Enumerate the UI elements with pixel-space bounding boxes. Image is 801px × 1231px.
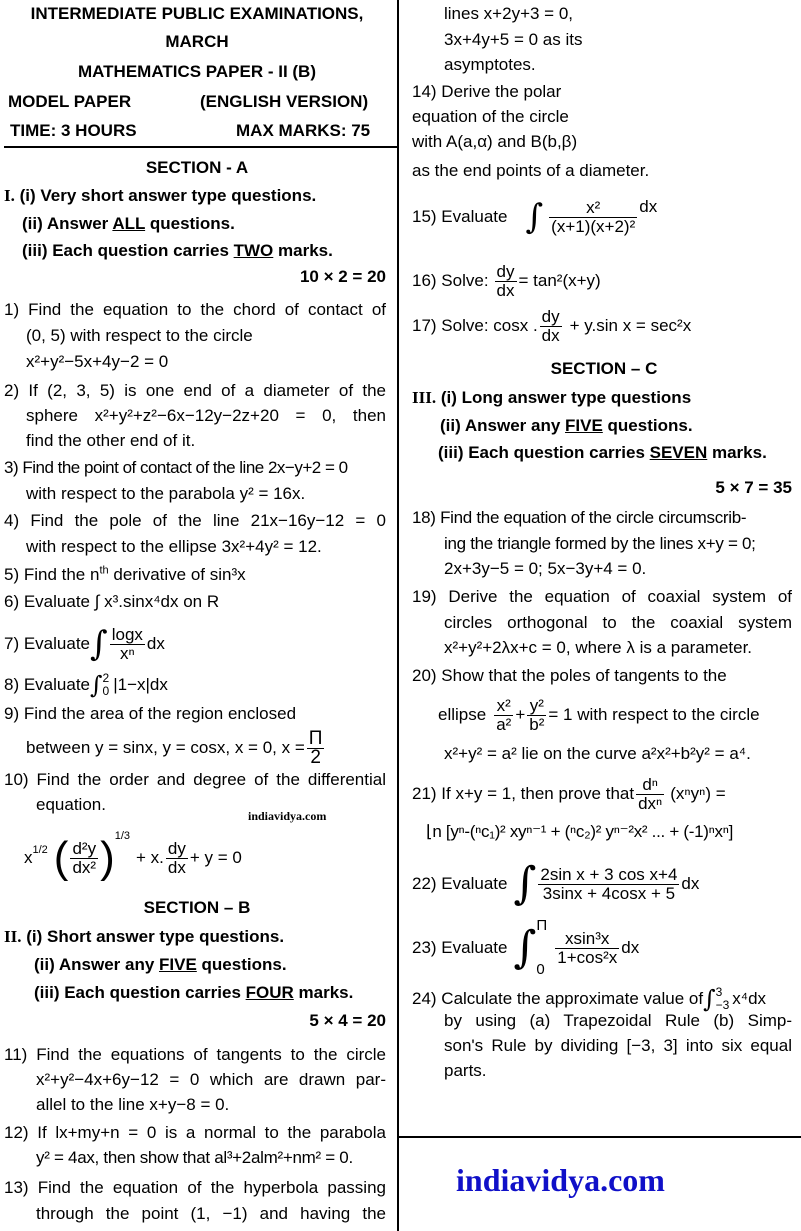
section-b-instruction-1: II. (i) Short answer type questions. [4, 927, 285, 946]
section-b-marks: 5 × 4 = 20 [309, 1011, 386, 1030]
question-19-line-1: 19) Derive the equation of coaxial system of [412, 587, 792, 606]
question-24-line-3: son's Rule by dividing [−3, 3] into six equal [444, 1036, 792, 1055]
paper-title: MATHEMATICS PAPER - II (B) [78, 62, 316, 81]
question-1-line-3: x²+y²−5x+4y−2 = 0 [26, 352, 169, 371]
exam-month: MARCH [165, 32, 229, 51]
question-10-equation: x $^{1/2}$ ( $\frac{\text{d²y}}{\text{dx²}}$ ) $^{1/3}$ + x. $\frac{dy}{dx}$ + y = 0 [24, 830, 242, 882]
question-12-line-2: y² = 4ax, then show that al³+2alm²+nm² = 0. [36, 1148, 353, 1167]
question-14-line-3: with A(a,α) and B(b,β) [412, 132, 578, 151]
question-20-line-1: 20) Show that the poles of tangents to the [412, 666, 727, 685]
section-a-title: SECTION - A [145, 158, 249, 177]
question-24-line-2: by using (a) Trapezoidal Rule (b) Simp- [444, 1011, 792, 1030]
watermark-small: indiavidya.com [248, 809, 327, 823]
question-24-line-1: 24) Calculate the approximate value of ∫ 3 −3 x⁴dx [412, 985, 767, 1013]
question-2-line-1: 2) If (2, 3, 5) is one end of a diameter of the [4, 381, 386, 400]
question-13-line-5: asymptotes. [444, 55, 536, 74]
section-b-instruction-2: (ii) Answer any FIVE questions. [34, 955, 287, 974]
version-label: (ENGLISH VERSION) [200, 92, 369, 111]
question-11-line-3: allel to the line x+y−8 = 0. [36, 1095, 230, 1114]
question-4-line-2: with respect to the ellipse 3x²+4y² = 12. [26, 537, 322, 556]
watermark-large: indiavidya.com [456, 1162, 665, 1198]
question-10-line-1: 10) Find the order and degree of the differential [4, 770, 386, 789]
question-11-line-2: x²+y²−4x+6y−12 = 0 which are drawn par- [36, 1070, 386, 1089]
question-8: 8) Evaluate ∫ 2 0 |1−x|dx [4, 671, 168, 699]
question-5: 5) Find the $n^{th}$ derivative of sin³x [4, 564, 246, 584]
fraction: $\frac{\log x}{\text{xⁿ}}$ [111, 624, 143, 663]
section-a-marks: 10 × 2 = 20 [299, 267, 386, 286]
question-24-line-4: parts. [444, 1061, 487, 1080]
question-19-line-3: x²+y²+2λx+c = 0, where λ is a parameter. [444, 638, 753, 657]
question-12-line-1: 12) If lx+my+n = 0 is a normal to the parabola [4, 1123, 386, 1142]
question-21-line-1: 21) If x+y = 1, then prove that $\frac{\text{dⁿ}}{\text{dxⁿ}}$ (xⁿyⁿ) = [412, 774, 726, 813]
question-20-line-2: ellipse $\frac{\text{x²}}{\text{a²}}$ + $\frac{\text{y²}}{\text{b²}}$ = 1 with respect to the circle [438, 695, 760, 734]
question-19-line-2: circles orthogonal to the coaxial system [444, 613, 792, 632]
question-15: 15) Evaluate ∫ $\frac{\text{x²}}{\text{(x+1)(x+2)²}}$ dx [412, 197, 658, 237]
footer-rule [397, 1136, 801, 1138]
question-14-line-1: 14) Derive the polar [412, 82, 562, 101]
question-1-line-2: (0, 5) with respect to the circle [26, 326, 253, 345]
exam-title: INTERMEDIATE PUBLIC EXAMINATIONS, [30, 4, 364, 23]
question-7: 7) Evaluate ∫ $\frac{\log x}{\text{xⁿ}}$ dx [4, 624, 165, 664]
question-10-line-2: equation. [36, 795, 106, 814]
section-c-instruction-3: (iii) Each question carries SEVEN marks. [438, 443, 767, 462]
section-c-title: SECTION – C [550, 359, 658, 378]
section-b-instruction-3: (iii) Each question carries FOUR marks. [34, 983, 354, 1002]
time-label: TIME: 3 HOURS [10, 121, 137, 140]
question-20-line-3: x²+y² = a² lie on the curve a²x²+b²y² = a⁴. [444, 744, 751, 763]
question-3-line-1: 3) Find the point of contact of the line 2x−y+2 = 0 [4, 458, 348, 477]
max-marks-label: MAX MARKS: 75 [236, 121, 371, 140]
question-14-line-2: equation of the circle [412, 107, 569, 126]
section-c-instruction-1: III. (i) Long answer type questions [412, 388, 692, 407]
question-22: 22) Evaluate ∫ $\frac{\text{2sin x + 3 cos x+4}}{3\sin x + 4\cos x + 5}$ dx [412, 858, 700, 909]
question-18-line-3: 2x+3y−5 = 0; 5x−3y+4 = 0. [444, 559, 647, 578]
question-9-line-2: between y = sinx, y = cosx, x = 0, x = $\frac{\Pi}{2}$ [26, 727, 323, 768]
model-paper-label: MODEL PAPER [8, 92, 132, 111]
section-a-instruction-2: (ii) Answer ALL questions. [22, 214, 235, 233]
question-6: 6) Evaluate ∫ x³.sinx⁴dx on R [4, 592, 220, 611]
question-11-line-1: 11) Find the equations of tangents to the circle [4, 1045, 386, 1064]
question-2-line-2: sphere x²+y²+z²−6x−12y−2z+20 = 0, then [26, 406, 386, 425]
question-4-line-1: 4) Find the pole of the line 21x−16y−12 = 0 [4, 511, 386, 530]
question-18-line-1: 18) Find the equation of the circle circumscrib- [412, 508, 747, 527]
question-3-line-2: with respect to the parabola y² = 16x. [26, 484, 306, 503]
section-c-marks: 5 × 7 = 35 [715, 478, 792, 497]
question-13-line-1: 13) Find the equation of the hyperbola passing [4, 1178, 386, 1197]
question-13-line-4: 3x+4y+5 = 0 as its [444, 30, 583, 49]
question-1-line-1: 1) Find the equation to the chord of contact of [4, 300, 386, 319]
integral-sign: ∫ [90, 624, 108, 664]
section-a-instruction-1: I. (i) Very short answer type questions. [4, 186, 317, 205]
question-23: 23) Evaluate ∫ Π 0 $\frac{\text{xsin³x}}{\text{1+cos²x}}$ dx [412, 917, 640, 978]
question-9-line-1: 9) Find the area of the region enclosed [4, 704, 297, 723]
question-21-line-2: ⌊n [yⁿ-(ⁿc₁)² xyⁿ⁻¹ + (ⁿc₂)² yⁿ⁻²x² ... + (-1)ⁿxⁿ] [426, 822, 734, 841]
question-14-line-4: as the end points of a diameter. [412, 161, 650, 180]
question-18-line-2: ing the triangle formed by the lines x+y = 0; [444, 534, 756, 553]
section-a-instruction-3: (iii) Each question carries TWO marks. [22, 241, 333, 260]
question-16: 16) Solve: $\frac{dy}{dx}$ = tan²(x+y) [412, 261, 601, 300]
question-13-line-3: lines x+2y+3 = 0, [444, 4, 574, 23]
section-b-title: SECTION – B [143, 898, 251, 917]
section-c-instruction-2: (ii) Answer any FIVE questions. [440, 416, 693, 435]
question-2-line-3: find the other end of it. [26, 431, 196, 450]
question-17: 17) Solve: cosx . $\frac{dy}{dx}$ + y.sin x = sec²x [412, 306, 692, 345]
column-divider [397, 0, 399, 1231]
header-rule [4, 146, 397, 148]
question-13-line-2: through the point (1, −1) and having the [36, 1204, 386, 1223]
